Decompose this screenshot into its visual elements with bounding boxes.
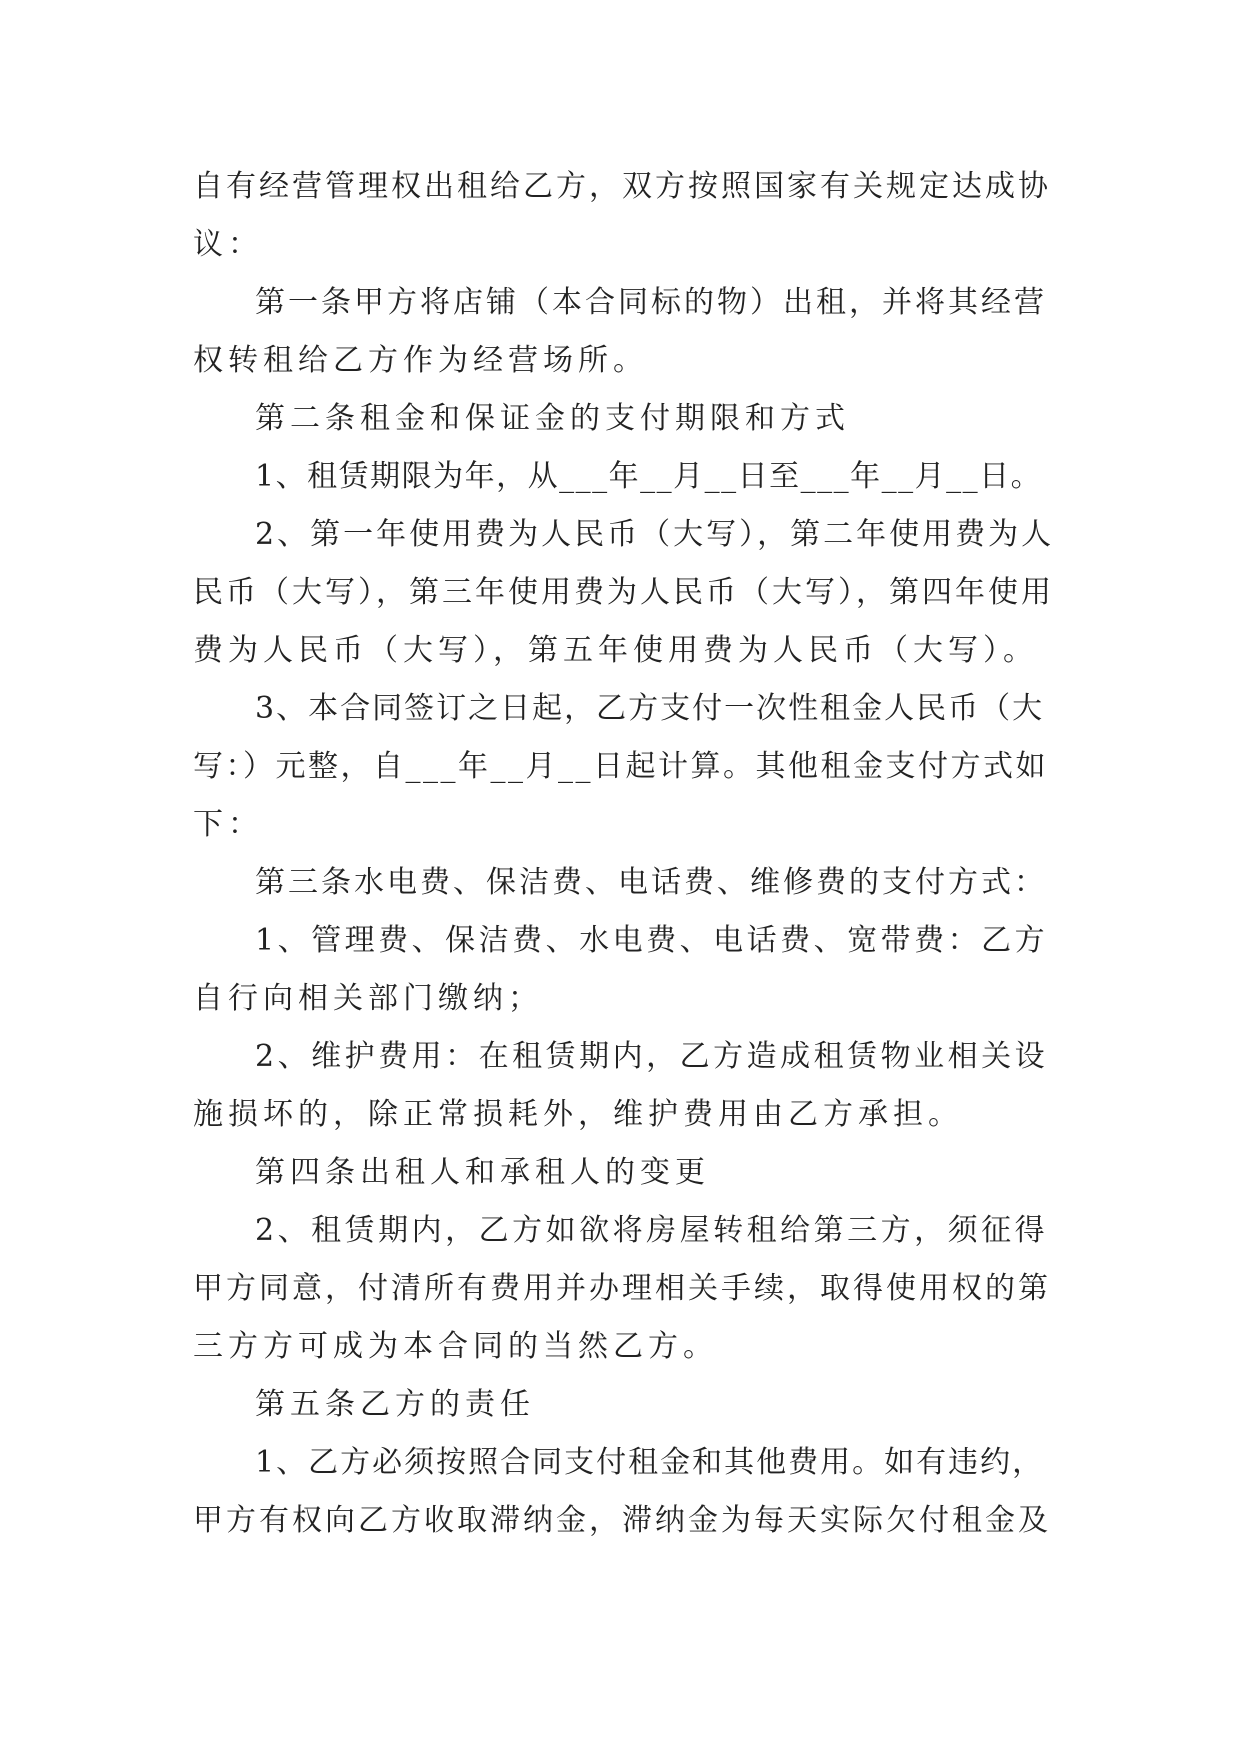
text-line: 下： <box>193 807 263 842</box>
text-line: 施损坏的，除正常损耗外，维护费用由乙方承担。 <box>193 1097 963 1132</box>
section-heading: 第四条出租人和承租人的变更 <box>255 1155 710 1190</box>
contract-body-text <box>193 158 1055 1550</box>
text-line: 2、租赁期内，乙方如欲将房屋转租给第三方，须征得 <box>255 1213 1049 1248</box>
text-line: 第一条甲方将店铺（本合同标的物）出租，并将其经营 <box>255 285 1047 320</box>
text-line: 民币（大写），第三年使用费为人民币（大写），第四年使用 <box>193 575 1054 610</box>
text-line: 1、乙方必须按照合同支付租金和其他费用。如有违约， <box>255 1445 1045 1480</box>
text-line: 自有经营管理权出租给乙方，双方按照国家有关规定达成协 <box>193 169 1051 204</box>
text-line: 甲方有权向乙方收取滞纳金，滞纳金为每天实际欠付租金及 <box>193 1503 1051 1538</box>
text-line: 议： <box>193 227 263 262</box>
text-line: 2、第一年使用费为人民币（大写），第二年使用费为人 <box>255 517 1055 552</box>
section-heading: 第二条租金和保证金的支付期限和方式 <box>255 401 850 436</box>
text-line: 甲方同意，付清所有费用并办理相关手续，取得使用权的第 <box>193 1271 1051 1306</box>
text-line: 1、管理费、保洁费、水电费、电话费、宽带费：乙方 <box>255 923 1049 958</box>
text-line: 权转租给乙方作为经营场所。 <box>193 343 648 378</box>
text-line: 费为人民币（大写），第五年使用费为人民币（大写）。 <box>193 633 1038 668</box>
text-line: 1、租赁期限为年，从___年__月__日至___年__月__日。 <box>255 459 1043 494</box>
text-line: 写：）元整，自___年__月__日起计算。其他租金支付方式如 <box>193 749 1048 784</box>
section-heading: 第五条乙方的责任 <box>255 1387 535 1422</box>
section-heading: 第三条水电费、保洁费、电话费、维修费的支付方式： <box>255 865 1047 900</box>
text-line: 2、维护费用：在租赁期内，乙方造成租赁物业相关设 <box>255 1039 1049 1074</box>
text-line: 三方方可成为本合同的当然乙方。 <box>193 1329 718 1364</box>
text-line: 自行向相关部门缴纳； <box>193 981 543 1016</box>
text-line: 3、本合同签订之日起，乙方支付一次性租金人民币（大 <box>255 691 1045 726</box>
